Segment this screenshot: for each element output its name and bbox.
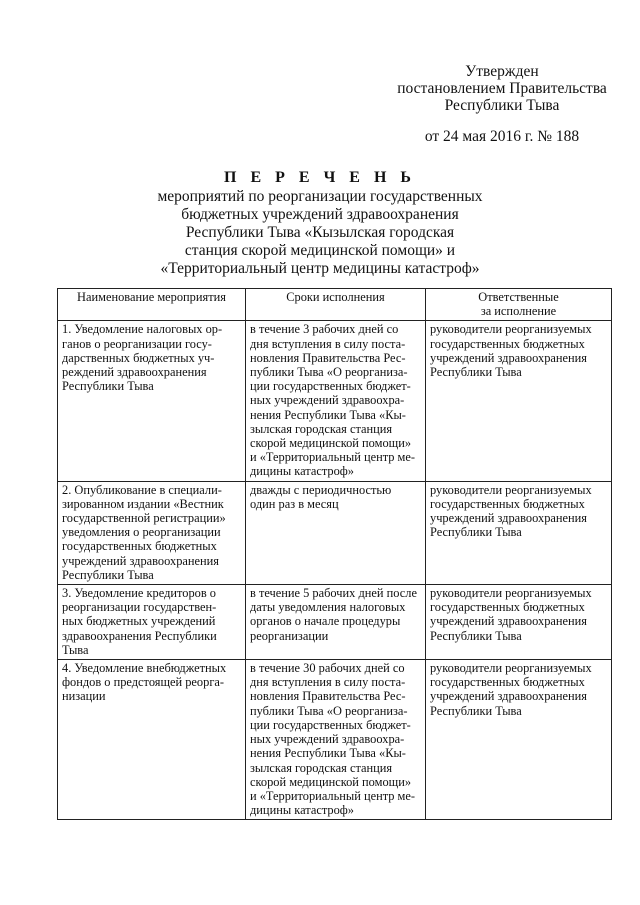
cell-measure-name: 3. Уведомление кредиторов о реорганизации государствен- ных бюджетных учреждений здравоохранения Республики Тыва xyxy=(58,585,246,660)
cell-responsible: руководители реорганизуемых государственных бюджетных учреждений здравоохранения Республики Тыва xyxy=(426,585,612,660)
table-row xyxy=(58,321,612,481)
table-header-row xyxy=(58,289,612,321)
approval-line-3: Республики Тыва xyxy=(444,97,560,114)
cell-deadline: в течение 3 рабочих дней со дня вступления в силу поста- новления Правительства Рес- публики Тыва «О реорганиза- ции государственных бюджет- ных учреждений здравоохра- нения Республики Тыва «Кы- зылская городская станция скорой медицинской помощи» и «Территориальный центр ме- дицины катастроф» xyxy=(246,321,426,481)
header-responsible: Ответственные за исполнение xyxy=(426,289,612,321)
approval-line-1: Утвержден xyxy=(465,63,539,80)
table-row xyxy=(58,585,612,660)
approval-stamp xyxy=(384,63,620,145)
subtitle-line: «Территориальный центр медицины катастроф» xyxy=(160,260,480,277)
approval-date: от 24 мая 2016 г. № 188 xyxy=(424,128,580,145)
approval-line-2: постановлением Правительства xyxy=(397,80,607,97)
header-deadline: Сроки исполнения xyxy=(246,289,426,321)
header-measure-name: Наименование мероприятия xyxy=(58,289,246,321)
table-row xyxy=(58,660,612,820)
cell-responsible: руководители реорганизуемых государственных бюджетных учреждений здравоохранения Республики Тыва xyxy=(426,481,612,584)
document-title xyxy=(120,169,520,278)
subtitle-line: станция скорой медицинской помощи» и xyxy=(184,242,456,259)
table-row xyxy=(58,481,612,584)
subtitle-line: бюджетных учреждений здравоохранения xyxy=(181,206,459,223)
cell-measure-name: 4. Уведомление внебюджетных фондов о предстоящей реорга- низации xyxy=(58,660,246,820)
cell-responsible: руководители реорганизуемых государственных бюджетных учреждений здравоохранения Республики Тыва xyxy=(426,321,612,481)
cell-measure-name: 1. Уведомление налоговых ор- ганов о реорганизации госу- дарственных бюджетных уч- реждений здравоохранения Республики Тыва xyxy=(58,321,246,481)
subtitle-line: Республики Тыва «Кызылская городская xyxy=(185,224,455,241)
cell-deadline: дважды с периодичностью один раз в месяц xyxy=(246,481,426,584)
cell-measure-name: 2. Опубликование в специали- зированном издании «Вестник государственной регистрации» уведомления о реорганизации государственных бюджетных учреждений здравоохранения Республики Тыва xyxy=(58,481,246,584)
cell-deadline: в течение 30 рабочих дней со дня вступления в силу поста- новления Правительства Рес- публики Тыва «О реорганиза- ции государственных бюджет- ных учреждений здравоохра- нения Республики Тыва «Кы- зылская городская станция скорой медицинской помощи» и «Территориальный центр ме- дицины катастроф» xyxy=(246,660,426,820)
cell-responsible: руководители реорганизуемых государственных бюджетных учреждений здравоохранения Республики Тыва xyxy=(426,660,612,820)
cell-deadline: в течение 5 рабочих дней после даты уведомления налоговых органов о начале процедуры реорганизации xyxy=(246,585,426,660)
measures-table xyxy=(57,288,612,820)
subtitle-line: мероприятий по реорганизации государственных xyxy=(157,188,483,205)
document-heading: П Е Р Е Ч Е Н Ь xyxy=(224,169,416,186)
